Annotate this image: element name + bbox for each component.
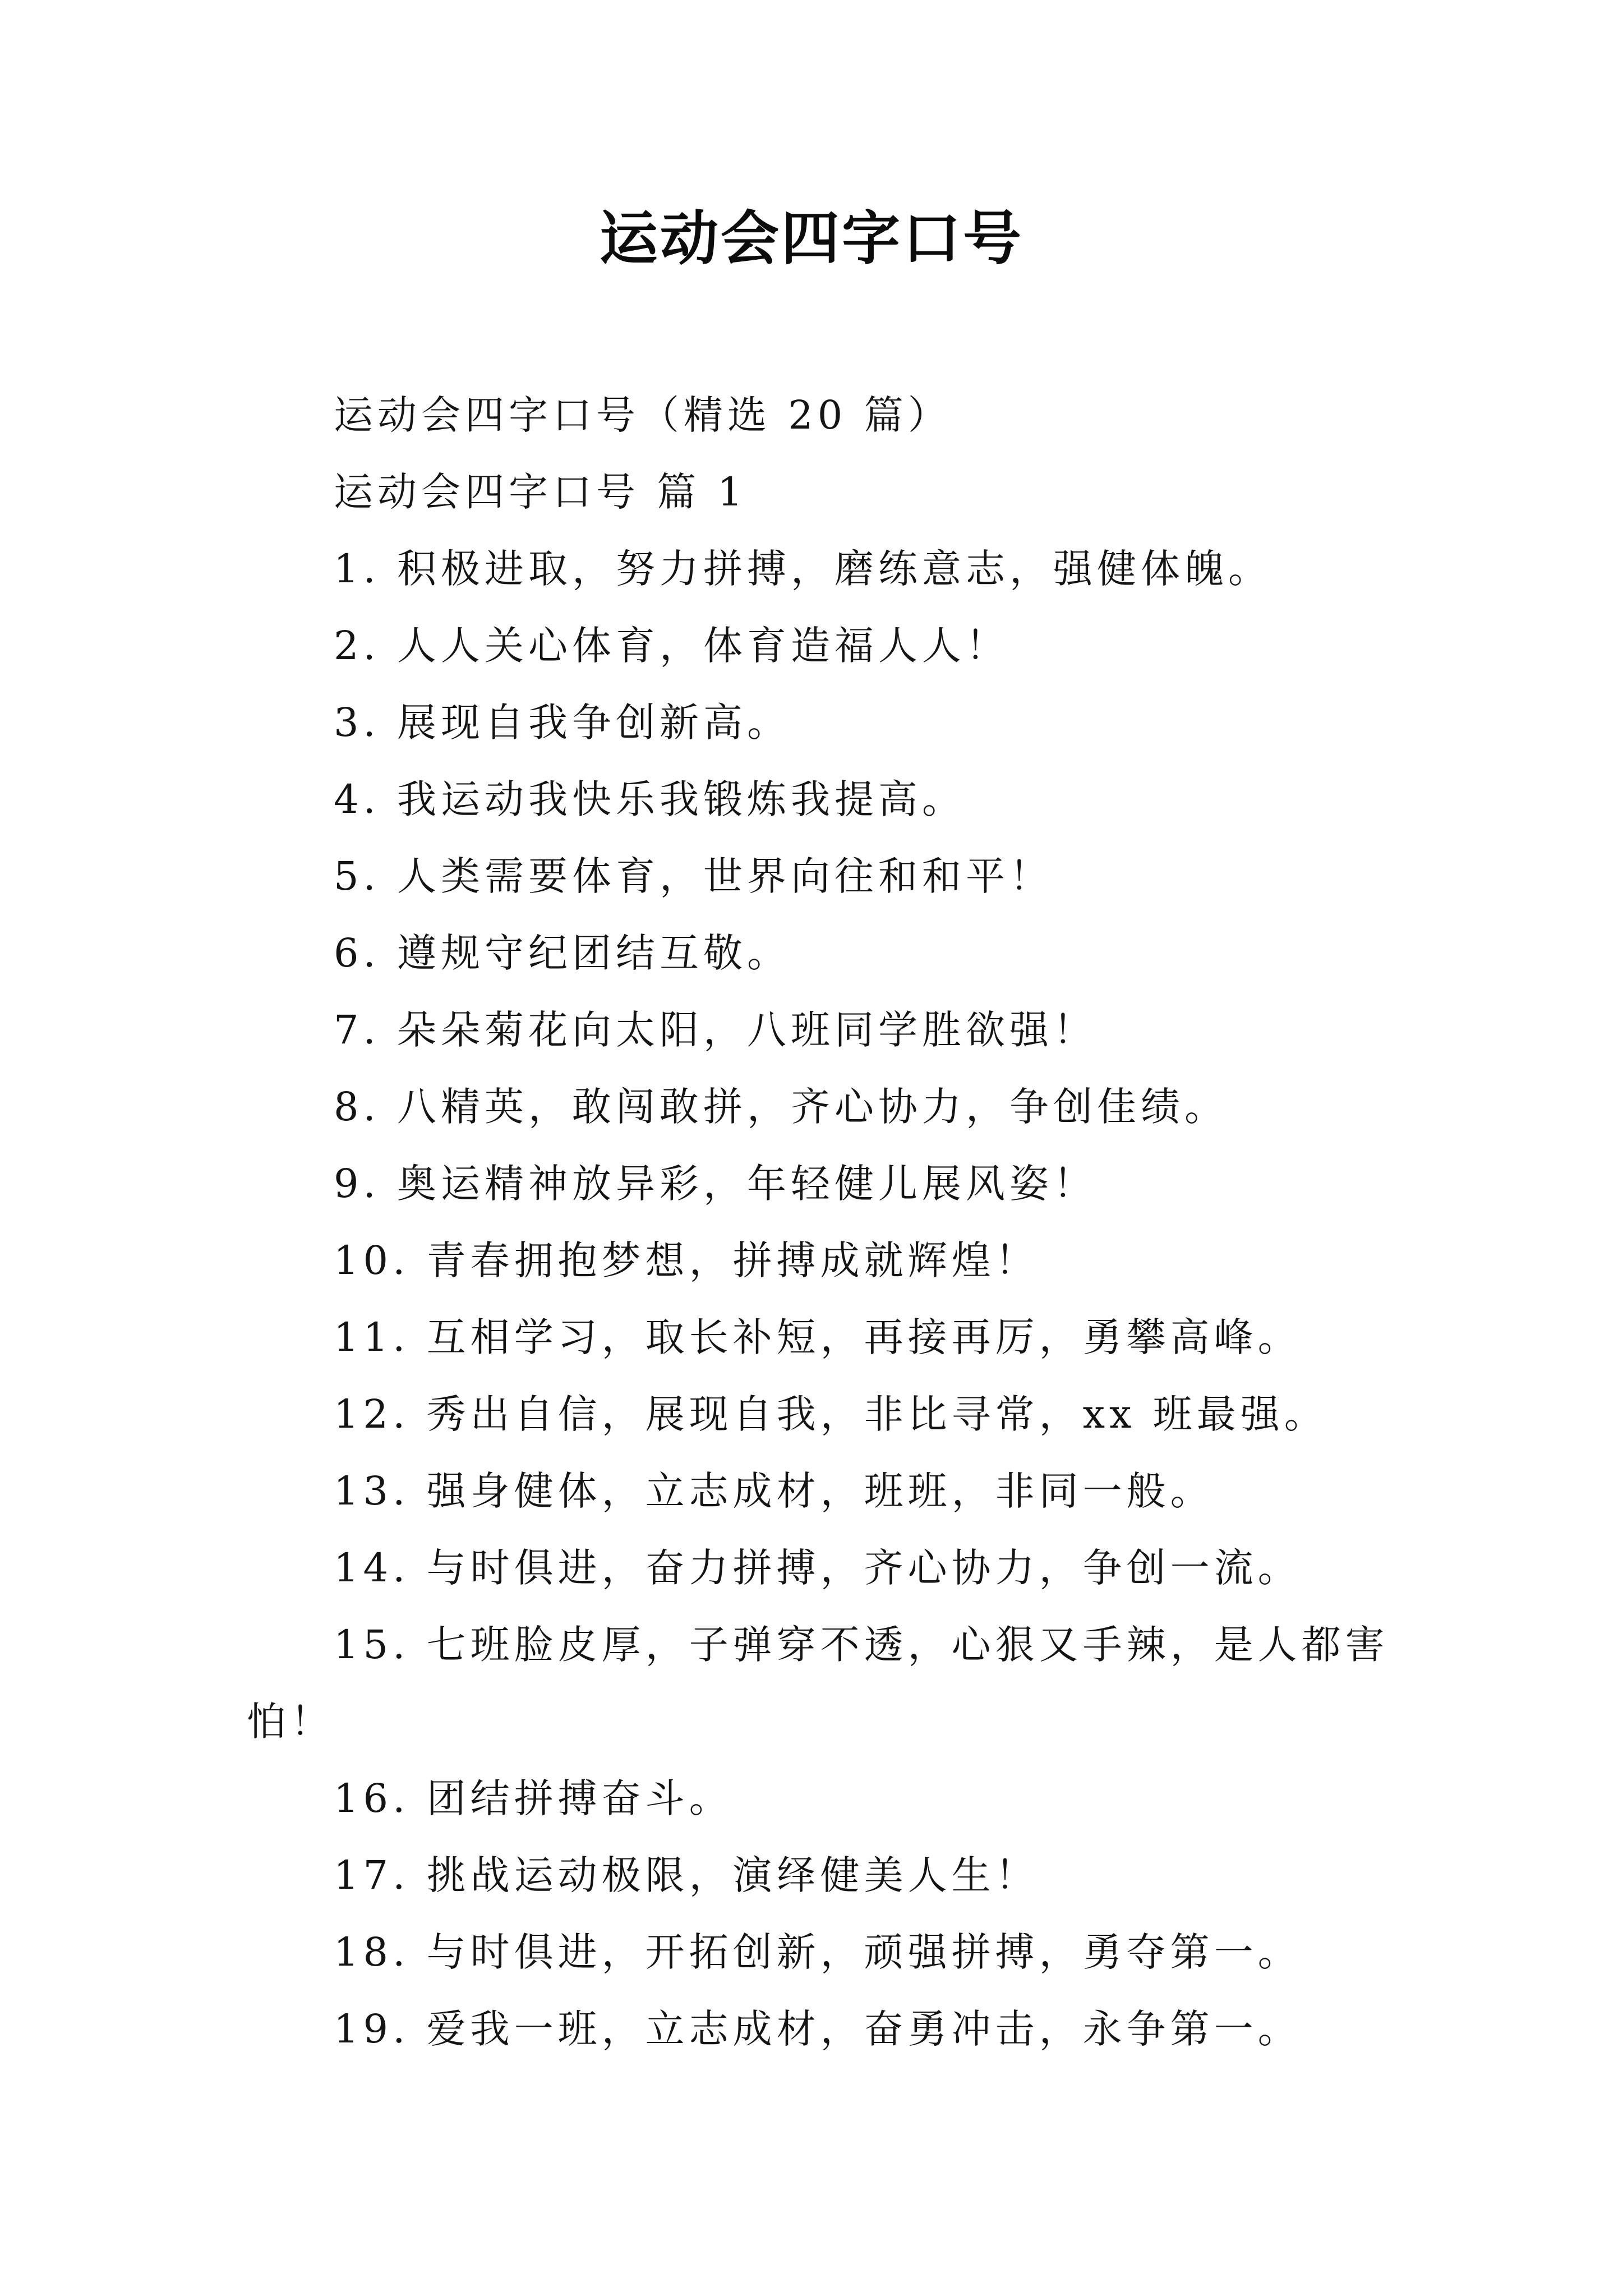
slogan-item-11: 11. 互相学习，取长补短，再接再厉，勇攀高峰。	[334, 1314, 1302, 1360]
subtitle-line: 运动会四字口号（精选 20 篇）	[334, 392, 952, 438]
section-heading: 运动会四字口号 篇 1	[334, 469, 748, 515]
slogan-item-14: 14. 与时俱进，奋力拼搏，齐心协力，争创一流。	[334, 1545, 1302, 1591]
slogan-item-2: 2. 人人关心体育，体育造福人人！	[334, 623, 1010, 669]
slogan-item-17: 17. 挑战运动极限，演绎健美人生！	[334, 1852, 1039, 1898]
slogan-item-13: 13. 强身健体，立志成材，班班，非同一般。	[334, 1468, 1214, 1514]
slogan-item-16: 16. 团结拼搏奋斗。	[334, 1775, 733, 1821]
slogan-item-15-continuation: 怕！	[247, 1699, 334, 1745]
slogan-item-1: 1. 积极进取，努力拼搏，磨练意志，强健体魄。	[334, 546, 1272, 592]
document-title: 运动会四字口号	[599, 204, 1023, 273]
slogan-item-15: 15. 七班脸皮厚，子弹穿不透，心狠又手辣，是人都害	[334, 1622, 1389, 1668]
slogan-item-4: 4. 我运动我快乐我锻炼我提高。	[334, 776, 966, 822]
slogan-item-12: 12. 秀出自信，展现自我，非比寻常，xx 班最强。	[334, 1391, 1328, 1437]
slogan-item-18: 18. 与时俱进，开拓创新，顽强拼搏，勇夺第一。	[334, 1929, 1302, 1975]
slogan-item-7: 7. 朵朵菊花向太阳，八班同学胜欲强！	[334, 1007, 1098, 1053]
slogan-item-6: 6. 遵规守纪团结互敬。	[334, 930, 791, 976]
slogan-item-9: 9. 奥运精神放异彩，年轻健儿展风姿！	[334, 1161, 1098, 1207]
slogan-item-10: 10. 青春拥抱梦想，拼搏成就辉煌！	[334, 1237, 1039, 1283]
slogan-item-5: 5. 人类需要体育，世界向往和和平！	[334, 853, 1054, 899]
slogan-item-3: 3. 展现自我争创新高。	[334, 700, 791, 746]
slogan-item-19: 19. 爱我一班，立志成材，奋勇冲击，永争第一。	[334, 2006, 1302, 2052]
slogan-item-8: 8. 八精英，敢闯敢拼，齐心协力，争创佳绩。	[334, 1084, 1229, 1130]
document-body	[247, 377, 1389, 2068]
